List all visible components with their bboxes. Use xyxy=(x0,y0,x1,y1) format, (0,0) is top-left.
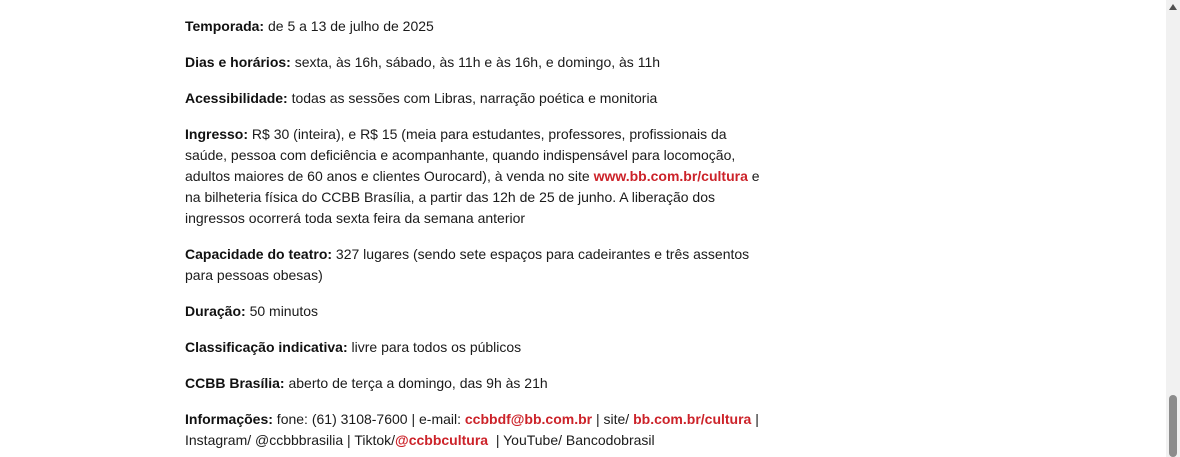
dias-horarios-paragraph xyxy=(185,52,760,73)
vertical-scrollbar[interactable] xyxy=(1166,0,1180,457)
tiktok-link[interactable]: @ccbbcultura xyxy=(395,432,489,448)
ingresso-text-after: e na bilheteria física do CCBB Brasília, a partir das 12h de 25 de junho. A liberação dos ingressos ocorrerá toda sexta feira da semana anterior xyxy=(185,168,760,226)
ingresso-site-link[interactable]: www.bb.com.br/cultura xyxy=(593,168,748,184)
informacoes-text-3: | Instagram/ @ccbbbrasilia | Tiktok/ xyxy=(185,411,759,448)
informacoes-label: Informações: xyxy=(185,411,273,427)
ccbb-text: aberto de terça a domingo, das 9h às 21h xyxy=(284,375,548,391)
informacoes-text-1: fone: (61) 3108-7600 | e-mail: xyxy=(272,411,465,427)
temporada-label: Temporada: xyxy=(185,18,265,34)
scroll-up-arrow-icon[interactable] xyxy=(1169,4,1177,10)
capacidade-label: Capacidade do teatro: xyxy=(185,246,333,262)
temporada-text: de 5 a 13 de julho de 2025 xyxy=(264,18,434,34)
email-link[interactable]: ccbbdf@bb.com.br xyxy=(464,411,593,427)
site-link[interactable]: bb.com.br/cultura xyxy=(633,411,752,427)
acessibilidade-paragraph xyxy=(185,88,760,109)
temporada-paragraph xyxy=(185,16,760,37)
scrollbar-thumb[interactable] xyxy=(1169,395,1177,457)
duracao-text: 50 minutos xyxy=(245,303,319,319)
ccbb-label: CCBB Brasília: xyxy=(185,375,285,391)
acessibilidade-text: todas as sessões com Libras, narração poética e monitoria xyxy=(287,90,658,106)
dias-horarios-label: Dias e horários: xyxy=(185,54,291,70)
ingresso-paragraph xyxy=(185,124,760,229)
event-info-section xyxy=(185,16,760,457)
duracao-paragraph xyxy=(185,301,760,322)
ingresso-text-before: R$ 30 (inteira), e R$ 15 (meia para estudantes, professores, profissionais da saúde, pessoa com deficiência e acompanhante, quando indispensável para locomoção, adultos maiores de 60 anos e clientes Ourocard), à venda no site xyxy=(185,126,736,184)
classificacao-text: livre para todos os públicos xyxy=(347,339,522,355)
informacoes-text-4: | YouTube/ Bancodobrasil xyxy=(488,432,655,448)
dias-horarios-text: sexta, às 16h, sábado, às 11h e às 16h, e domingo, às 11h xyxy=(290,54,661,70)
ccbb-paragraph xyxy=(185,373,760,394)
informacoes-text-2: | site/ xyxy=(592,411,634,427)
informacoes-paragraph xyxy=(185,409,760,451)
capacidade-paragraph xyxy=(185,244,760,286)
classificacao-paragraph xyxy=(185,337,760,358)
duracao-label: Duração: xyxy=(185,303,246,319)
ingresso-label: Ingresso: xyxy=(185,126,249,142)
capacidade-text: 327 lugares (sendo sete espaços para cadeirantes e três assentos para pessoas obesas) xyxy=(185,246,750,283)
acessibilidade-label: Acessibilidade: xyxy=(185,90,288,106)
classificacao-label: Classificação indicativa: xyxy=(185,339,348,355)
